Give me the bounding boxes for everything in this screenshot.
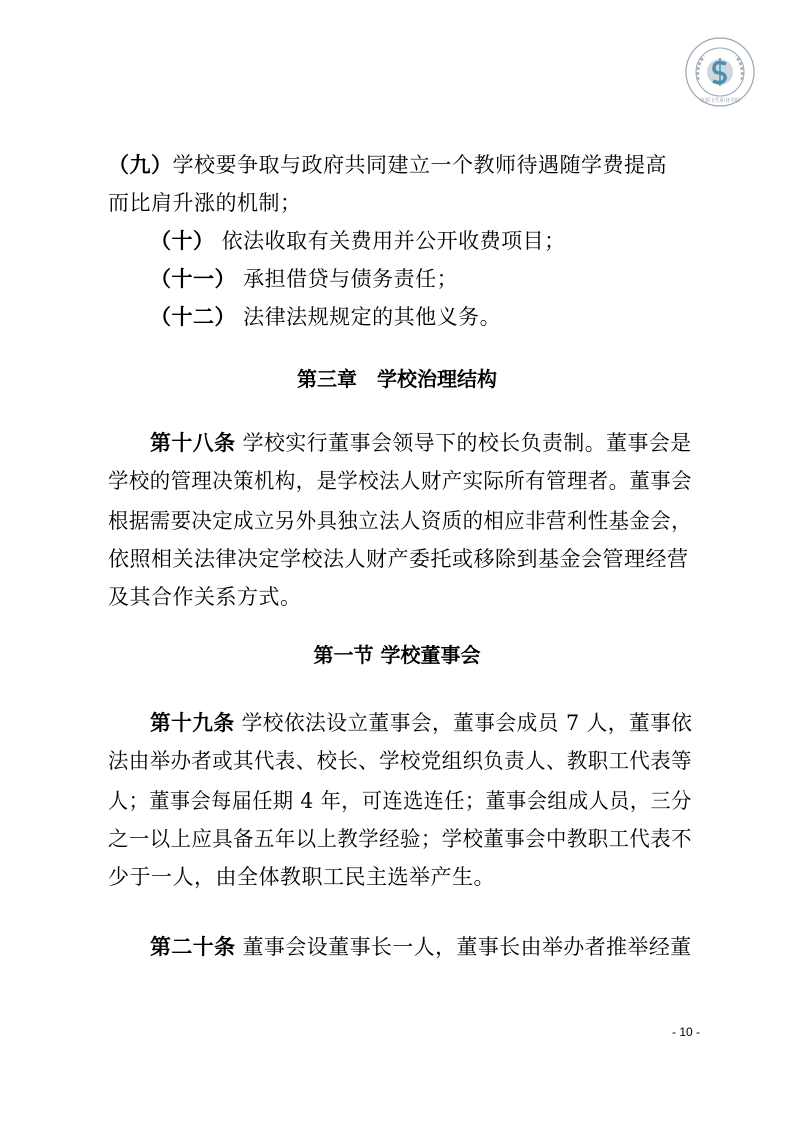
article-18-line5: 及其合作关系方式。 [108,585,302,609]
item-9-text: 学校要争取与政府共同建立一个教师待遇随学费提高 [172,153,667,177]
section-heading: 第一节 学校董事会 [313,643,481,667]
item-9-line1 [108,150,667,180]
article-19-line5: 少于一人，由全体教职工民主选举产生。 [108,865,495,889]
page-number: - 10 - [671,1025,700,1039]
article-18-label: 第十八条 [150,430,236,455]
item-11-mark: （十一） [150,266,236,291]
article-18-line2: 学校的管理决策机构，是学校法人财产实际所有管理者。董事会 [108,469,693,493]
item-12-mark: （十二） [150,304,236,329]
article-19-line4: 之一以上应具备五年以上教学经验；学校董事会中教职工代表不 [108,827,693,851]
article-18-text: 学校实行董事会领导下的校长负责制。董事会是 [235,431,692,455]
article-18-line1 [150,428,692,458]
logo-text: 贲源卫生职业学院 [699,98,741,104]
item-11-text: 承担借贷与债务责任； [236,267,459,291]
article-20-line1 [150,932,692,962]
article-18-line3: 根据需要决定成立另外具独立法人资质的相应非营利性基金会， [108,509,693,533]
item-10-text: 依法收取有关费用并公开收费项目； [214,229,566,253]
item-9-line2: 而比肩升涨的机制； [108,191,302,215]
article-19-line2: 法由举办者或其代表、校长、学校党组织负责人、教职工代表等 [108,749,693,773]
article-20-label: 第二十条 [150,934,236,959]
article-18-line4: 依照相关法律决定学校法人财产委托或移除到基金会管理经营 [108,547,689,571]
item-12 [150,302,501,332]
article-19-text: 学校依法设立董事会，董事会成员 7 人，董事依 [234,711,693,735]
article-19-line3: 人；董事会每届任期 4 年，可连选连任；董事会组成人员，三分 [108,789,692,813]
chapter-heading: 第三章 学校治理结构 [297,367,497,391]
school-logo [684,36,756,108]
article-19-line1 [150,708,692,738]
item-12-text: 法律法规规定的其他义务。 [236,305,502,329]
item-11 [150,264,458,294]
article-19-label: 第十九条 [150,710,235,735]
article-20-text: 董事会设董事长一人，董事长由举办者推举经董 [235,935,692,959]
item-10-mark: （十） [150,228,215,253]
item-9-mark: （九） [108,152,173,177]
item-10 [150,226,566,256]
